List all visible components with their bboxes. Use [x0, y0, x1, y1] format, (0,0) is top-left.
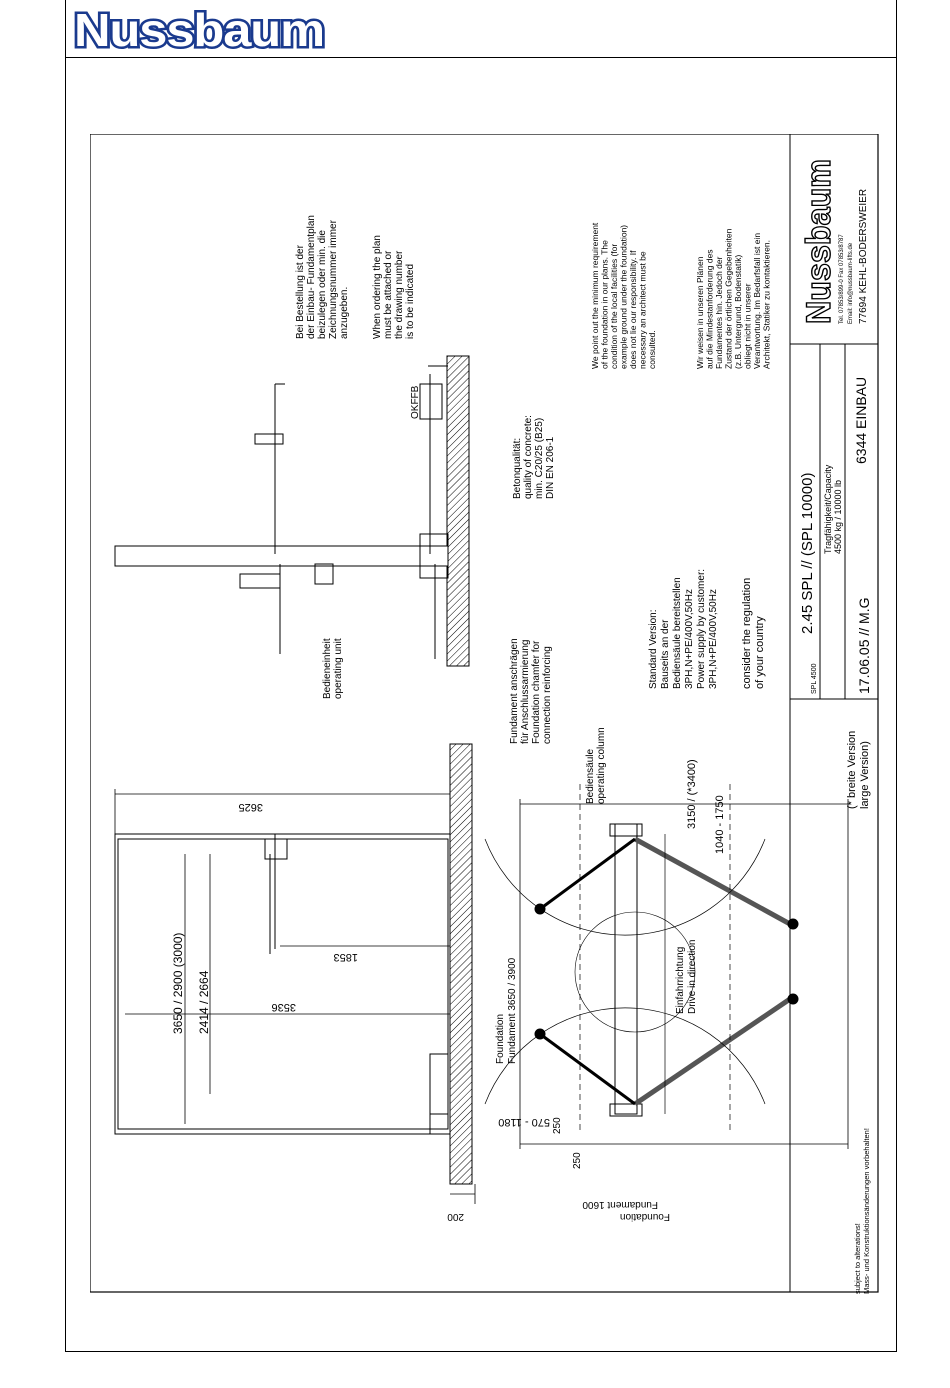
note-version — [648, 569, 719, 689]
note-operating-unit — [322, 638, 344, 699]
note-min-de-line: Wir weisen in unseren Plänen — [695, 256, 705, 369]
note-order-de-line: Bei Bestellung ist der — [295, 245, 306, 339]
dim-foundation-width-line: Foundation — [619, 1211, 670, 1222]
titleblock-logo: Nussbaum — [800, 150, 838, 324]
note-min-de-line: Zustand der örtlichen Gegebenheiten — [723, 228, 734, 369]
plan-view — [485, 784, 848, 1149]
note-operating-unit-line: Bedieneinheit — [322, 638, 333, 699]
nussbaum-logo — [72, 4, 328, 52]
titleblock-docnumber: 6344 EINBAU — [853, 376, 869, 464]
nussbaum-logo-text: Nussbaum — [74, 4, 324, 52]
dim-arm1: 1040 - 1750 — [714, 795, 726, 854]
note-chamfer-line: Foundation chamfer for — [531, 640, 542, 744]
dim-200: 200 — [447, 1211, 464, 1222]
note-min-en — [590, 222, 657, 369]
note-version-line: 3PH,N+PE/400V,50Hz — [708, 589, 719, 689]
note-min-en-line: condition of the local facilities (for — [609, 243, 619, 369]
note-drive-direction-line: Einfahrrichtung — [675, 946, 686, 1014]
titleblock-model: 2.45 SPL // (SPL 10000) — [799, 472, 816, 634]
note-operating-column-line: Bediensäule — [585, 748, 596, 804]
note-order-en — [372, 235, 416, 339]
note-regulation-line: of your country — [754, 616, 766, 689]
note-footer-line: Mass- und Konstruktionsänderungen vorbehalten! — [862, 1128, 871, 1294]
dim-foundation-length-line: Foundation — [495, 1013, 506, 1064]
dim-3625: 3625 — [238, 801, 263, 813]
note-chamfer-line: connection reinforcing — [542, 646, 553, 744]
note-order-de — [295, 215, 350, 339]
note-min-en-line: We point out the minimum requirement — [590, 222, 600, 369]
note-order-de-line: der Einbau- Fundamentplan — [306, 215, 317, 339]
titleblock-addr1: Tel. 07853/899-0 Fax 07853/8787 — [839, 234, 845, 324]
note-concrete-line: DIN EN 206-1 — [545, 436, 556, 499]
note-chamfer — [509, 638, 553, 744]
note-chamfer-line: Fundament anschrägen — [509, 638, 520, 744]
note-min-de-line: auf die Mindestanforderung des — [704, 249, 715, 369]
installation-drawing — [90, 134, 880, 1294]
titleblock-addr2: Email: info@nussbaum-lifts.de — [848, 242, 854, 324]
note-operating-column-line: operating column — [596, 727, 607, 804]
dim-2414: 2414 / 2664 — [197, 970, 211, 1034]
note-footer — [853, 1128, 871, 1294]
note-min-de-line: (z.B. Untergrund, Bodenstatik) — [733, 254, 743, 369]
dim-foundation-width — [582, 1199, 670, 1222]
titleblock-date: 17.06.05 // M.G — [856, 597, 872, 694]
note-order-de-line: anzugeben. — [339, 286, 350, 339]
note-large-version-line: large Version) — [859, 741, 871, 809]
note-concrete-line: Betonqualität: — [512, 437, 523, 499]
note-operating-unit-line: operating unit — [333, 638, 344, 699]
dim-250a: 250 — [552, 1117, 563, 1134]
front-elevation — [115, 744, 475, 1204]
note-min-en-line: consulted. — [647, 330, 657, 369]
note-order-de-line: beizulegen oder min. die — [317, 230, 328, 339]
note-order-en-line: is to be indicated — [405, 263, 416, 339]
dim-250b: 250 — [572, 1152, 583, 1169]
notes — [295, 215, 871, 1294]
titleblock-capacity-value: 4500 kg / 10000 lb — [833, 479, 843, 554]
note-concrete-line: min. C20/25 (B25) — [534, 417, 545, 499]
note-order-en-line: When ordering the plan — [372, 235, 383, 339]
note-min-en-line: example ground under the foundation) — [618, 224, 629, 369]
dim-3150: 3150 / (*3400) — [686, 759, 698, 829]
note-order-en-line: the drawing number — [394, 250, 405, 339]
note-version-line: Bediensäule bereitstellen — [672, 577, 683, 689]
note-version-line: Bauseits an der — [660, 619, 671, 689]
titleblock-address: 77694 KEHL-BODERSWEIER — [858, 188, 869, 324]
dim-foundation-width-line: Fundament 1600 — [582, 1199, 658, 1210]
note-concrete — [512, 415, 556, 499]
dim-foundation-length-line: Fundament 3650 / 3900 — [507, 957, 518, 1064]
dim-arm2: 570 - 1180 — [498, 1116, 550, 1128]
note-min-de-line: obliegt nicht in unserer — [742, 283, 753, 369]
note-version-line: 3PH,N+PE/400V,50Hz — [684, 589, 695, 689]
note-operating-column — [585, 727, 607, 804]
note-order-de-line: Zeichnungsnummer immer — [328, 220, 339, 339]
titleblock-capacity-label: Tragfähigkeit/Capacity — [823, 464, 833, 554]
note-regulation-line: consider the regulation — [741, 577, 753, 689]
dim-1853: 1853 — [333, 951, 358, 963]
dim-3650: 3650 / 2900 (3000) — [171, 932, 185, 1034]
note-large-version-line: (* breite Version — [846, 730, 858, 809]
dim-foundation-length — [495, 957, 518, 1064]
note-footer-line: subject to alterations! — [853, 1223, 862, 1294]
dim-3536: 3536 — [271, 1001, 296, 1013]
titleblock-spl-code: SPL 4500 — [811, 663, 818, 694]
okffb-label: OKFFB — [410, 385, 421, 419]
note-concrete-line: quality of concrete: — [523, 415, 534, 499]
title-block — [790, 134, 878, 1292]
note-min-en-line: does not lie our responsibility. If — [628, 250, 638, 369]
note-drive-direction-line: Drive in direction — [687, 939, 698, 1014]
note-large-version — [846, 731, 871, 809]
note-version-line: Standard Version: — [648, 609, 659, 689]
note-min-en-line: of the foundation in our plans. The — [599, 240, 610, 369]
note-min-de-line: Verantwortung. Im Bedarfsfall ist ein — [752, 232, 762, 369]
note-regulation — [741, 578, 766, 689]
note-chamfer-line: für Anschlussarmierung — [520, 639, 531, 744]
note-version-line: Power supply by customer: — [696, 568, 707, 689]
note-order-en-line: must be attached or — [383, 250, 394, 339]
note-min-de — [695, 228, 772, 369]
note-min-de-line: Architekt, Statiker zu kontaktieren. — [761, 240, 772, 369]
note-min-en-line: necessary an architect must be — [637, 251, 648, 369]
note-min-de-line: Fundamentes hin. Jedoch der — [714, 256, 724, 369]
